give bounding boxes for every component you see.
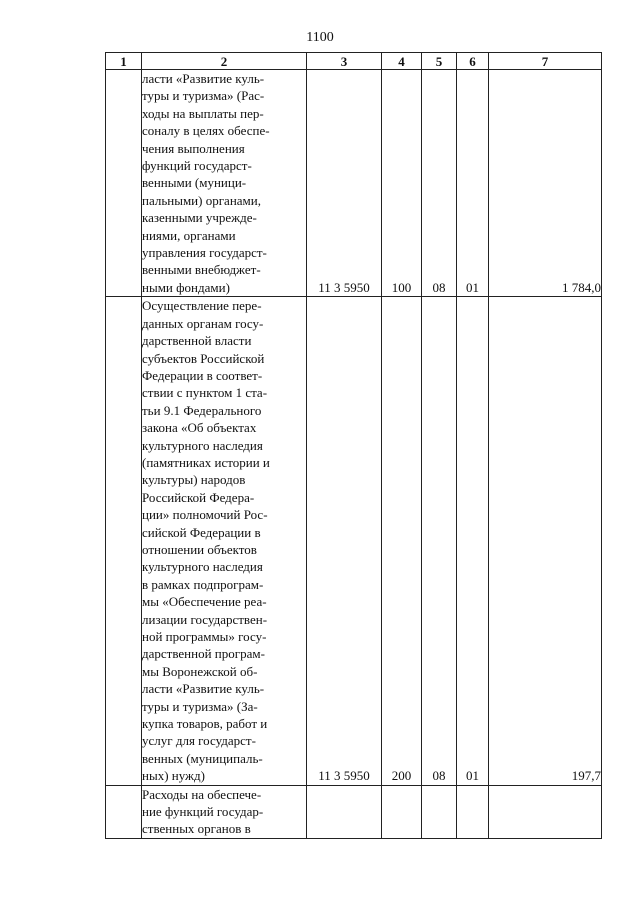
subsection-cell: 01 [457, 297, 489, 785]
column-header: 4 [382, 53, 422, 70]
subsection-cell [457, 785, 489, 838]
description-cell: Осуществление пере- данных органам госу- дарственной власти субъектов Российской Федерации в соответ- ствии с пунктом 1 ста- тьи 9.1 Федерального закона «Об объектах культурного наследия (памятниках истории и культуры) народов Российской Федера- ции» полномочий Рос- сийской Федерации в отношении объектов культурного наследия в рамках подпрограм- мы «Обеспечение реа- лизации государствен- ной программы» госу- дарственной програм- мы Воронежской об- ласти «Развитие куль- туры и туризма» (За- купка товаров, работ и услуг для государст- венных (муниципаль- ных) нужд) [142, 297, 307, 785]
row-number-cell [106, 785, 142, 838]
table-row [106, 785, 602, 838]
column-header: 1 [106, 53, 142, 70]
description-cell: Расходы на обеспече- ние функций государ- ственных органов в [142, 785, 307, 838]
page-number: 1100 [306, 30, 334, 45]
subsection-cell: 01 [457, 70, 489, 297]
section-cell: 08 [422, 297, 457, 785]
section-cell: 08 [422, 70, 457, 297]
target-code-cell: 11 3 5950 [307, 70, 382, 297]
amount-cell [489, 785, 602, 838]
budget-table [105, 52, 602, 839]
expense-type-cell [382, 785, 422, 838]
row-number-cell [106, 297, 142, 785]
target-code-cell [307, 785, 382, 838]
column-header: 6 [457, 53, 489, 70]
table-row [106, 297, 602, 785]
amount-cell: 1 784,0 [489, 70, 602, 297]
expense-type-cell: 100 [382, 70, 422, 297]
column-header: 3 [307, 53, 382, 70]
row-number-cell [106, 70, 142, 297]
column-header: 2 [142, 53, 307, 70]
amount-cell: 197,7 [489, 297, 602, 785]
column-header: 5 [422, 53, 457, 70]
expense-type-cell: 200 [382, 297, 422, 785]
description-cell: ласти «Развитие куль- туры и туризма» (Рас- ходы на выплаты пер- соналу в целях обеспе- чения выполнения функций государст- венными (муници- пальными) органами, казенными учрежде- ниями, органами управления государст- венными внебюджет- ными фондами) [142, 70, 307, 297]
target-code-cell: 11 3 5950 [307, 297, 382, 785]
table-header-row [106, 53, 602, 70]
column-header: 7 [489, 53, 602, 70]
section-cell [422, 785, 457, 838]
table-row [106, 70, 602, 297]
